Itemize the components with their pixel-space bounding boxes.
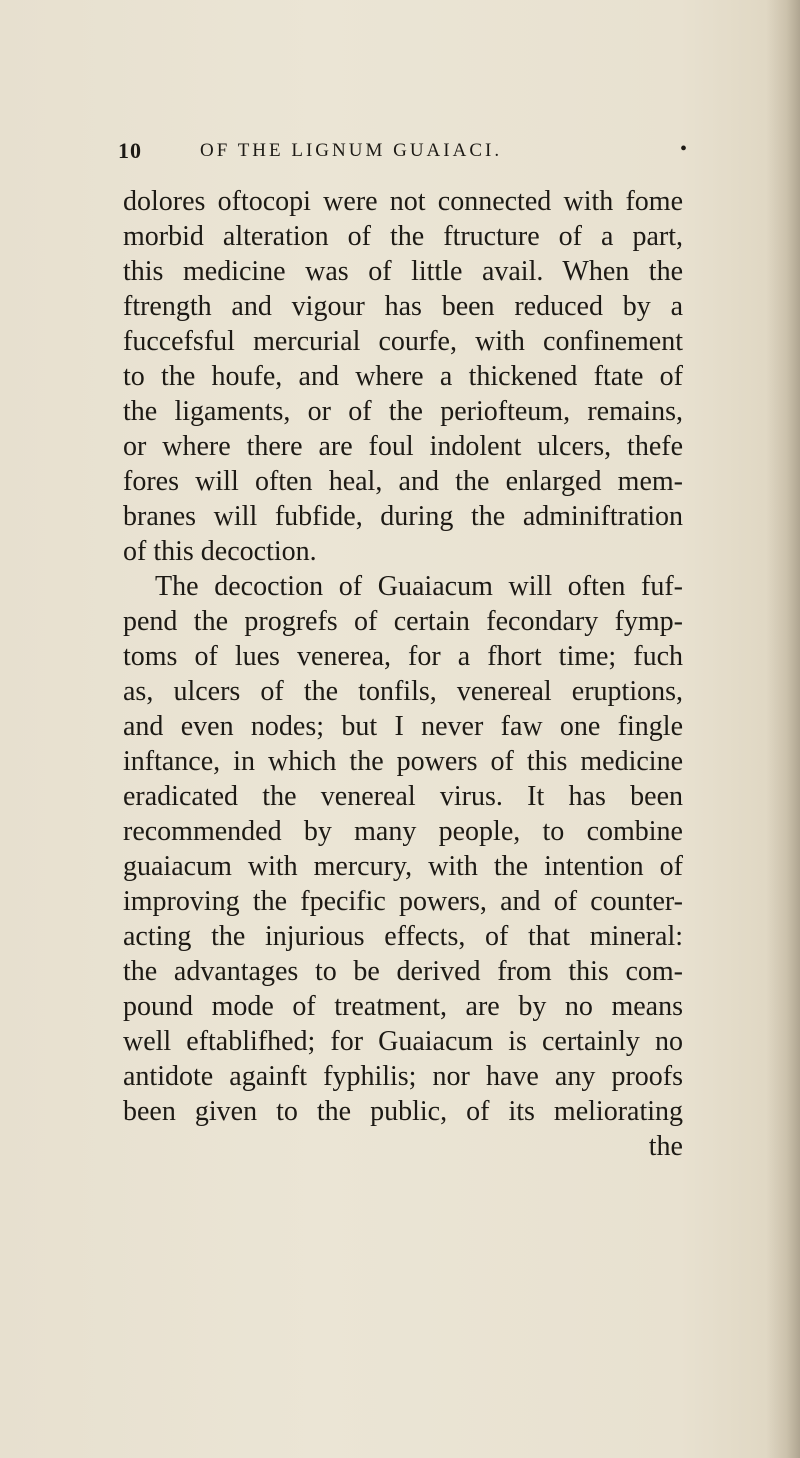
text-line: well eftablifhed; for Guaiacum is certainly no	[123, 1026, 683, 1057]
text-line: improving the fpecific powers, and of counter-	[123, 886, 683, 917]
text-line: ftrength and vigour has been reduced by a	[123, 291, 683, 322]
text-line: antidote againft fyphilis; nor have any proofs	[123, 1061, 683, 1092]
catchword: the	[648, 1131, 683, 1162]
text-line: and even nodes; but I never faw one fingle	[123, 711, 683, 742]
text-line: been given to the public, of its meliorating	[123, 1096, 683, 1127]
text-line: acting the injurious effects, of that mineral:	[123, 921, 683, 952]
text-line: fores will often heal, and the enlarged mem-	[123, 466, 683, 497]
text-line: as, ulcers of the tonfils, venereal eruptions,	[123, 676, 683, 707]
text-line: to the houfe, and where a thickened ftate of	[123, 361, 683, 392]
page-number: 10	[118, 138, 142, 163]
header-mark: •	[680, 138, 689, 160]
text-line: pound mode of treatment, are by no means	[123, 991, 683, 1022]
text-line: inftance, in which the powers of this medicine	[123, 746, 683, 777]
text-line: eradicated the venereal virus. It has been	[123, 781, 683, 812]
text-line: fuccefsful mercurial courfe, with confinement	[123, 326, 683, 357]
text-line: the ligaments, or of the periofteum, remains,	[123, 396, 683, 427]
body-text	[123, 184, 683, 1164]
paragraph-start-line: The decoction of Guaiacum will often fuf-	[155, 571, 683, 602]
page-edge-shadow	[766, 0, 800, 1458]
running-title: OF THE LIGNUM GUAIACI.	[200, 140, 503, 161]
paragraph-end-line: of this decoction.	[123, 536, 317, 567]
running-head	[118, 138, 708, 172]
text-line: pend the progrefs of certain fecondary fymp-	[123, 606, 683, 637]
text-line: this medicine was of little avail. When the	[123, 256, 683, 287]
text-line: dolores oftocopi were not connected with fome	[123, 186, 683, 217]
text-line: or where there are foul indolent ulcers, thefe	[123, 431, 683, 462]
text-line: branes will fubfide, during the adminiftration	[123, 501, 683, 532]
text-line: morbid alteration of the ftructure of a part,	[123, 221, 683, 252]
text-line: recommended by many people, to combine	[123, 816, 683, 847]
text-line: guaiacum with mercury, with the intention of	[123, 851, 683, 882]
text-line: toms of lues venerea, for a fhort time; fuch	[123, 641, 683, 672]
text-line: the advantages to be derived from this com-	[123, 956, 683, 987]
